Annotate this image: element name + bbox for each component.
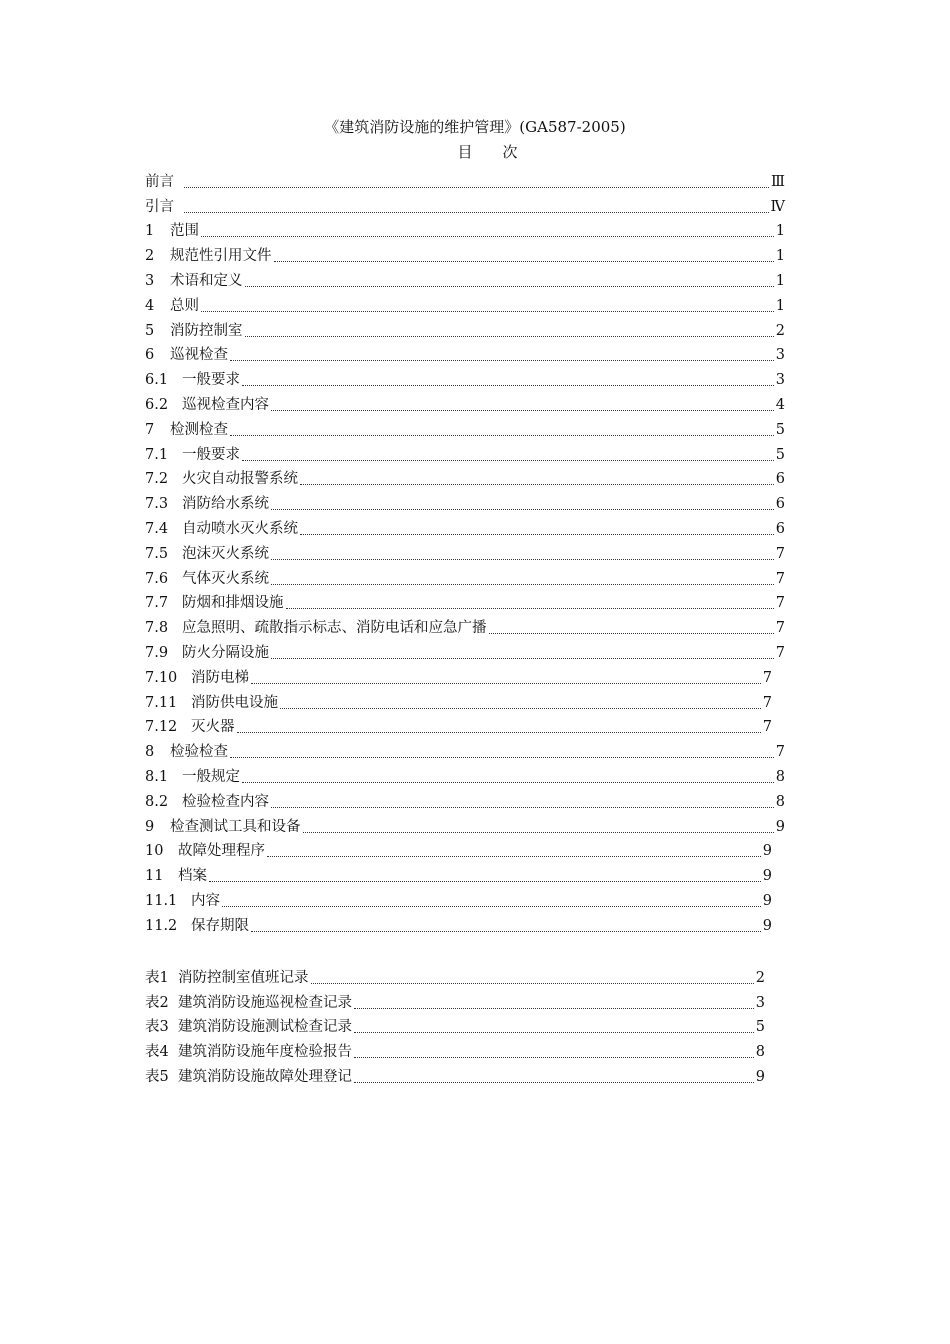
dot-leader (201, 222, 774, 237)
toc-entry-label: 消防控制室 (170, 322, 243, 339)
toc-entry[interactable] (145, 787, 785, 812)
toc-entry-number: 3 (145, 272, 155, 289)
toc-entry-number: 7.12 (145, 719, 178, 736)
dot-leader (242, 768, 774, 783)
toc-entry-page: 7 (775, 644, 785, 661)
toc-entry-page: 7 (775, 545, 785, 562)
toc-entry-label: 检验检查 (170, 744, 228, 761)
dot-leader (286, 594, 774, 609)
toc-entry-label: 巡视检查 (170, 347, 228, 364)
toc-entry-page: 3 (775, 372, 785, 389)
toc-entry[interactable] (145, 291, 785, 316)
toc-entry-number: 表1 (145, 969, 169, 986)
toc-entry-label: 防火分隔设施 (182, 644, 269, 661)
dot-leader (271, 570, 774, 585)
toc-entry-number: 7.2 (145, 471, 169, 488)
toc-entry[interactable] (145, 390, 785, 415)
toc-entry-page: 8 (775, 793, 785, 810)
toc-entry-number: 6.1 (145, 372, 169, 389)
toc-entry[interactable] (145, 489, 785, 514)
toc-entry-number: 7.7 (145, 595, 169, 612)
dot-leader (271, 396, 774, 411)
dot-leader (222, 892, 761, 907)
dot-leader (311, 969, 754, 984)
dot-leader (245, 322, 774, 337)
toc-entry[interactable] (145, 341, 785, 366)
dot-leader (251, 669, 761, 684)
toc-entry-page: 9 (762, 892, 772, 909)
toc-entry-number: 7.11 (145, 694, 178, 711)
toc-entry-number: 11 (145, 868, 164, 885)
toc-entry-page: 2 (755, 969, 765, 986)
toc-entry[interactable] (145, 911, 785, 936)
dot-leader (271, 644, 774, 659)
toc-entry-label: 规范性引用文件 (170, 248, 272, 265)
toc-entry-number: 4 (145, 297, 155, 314)
toc-entry-label: 自动喷水灭火系统 (182, 520, 298, 537)
toc-entry[interactable] (145, 514, 785, 539)
toc-entry-number: 7.3 (145, 496, 169, 513)
toc-entry-label: 前言 (145, 173, 174, 190)
toc-entry-number: 10 (145, 843, 164, 860)
toc-entry[interactable] (145, 440, 785, 465)
toc-heading (0, 142, 950, 162)
toc-entry-page: 5 (775, 446, 785, 463)
toc-entry-page: 7 (775, 744, 785, 761)
toc-entry[interactable] (145, 564, 785, 589)
toc-entry-label: 检测检查 (170, 421, 228, 438)
dot-leader (267, 842, 761, 857)
dot-leader (354, 1068, 754, 1083)
toc-entry-label: 范围 (170, 223, 199, 240)
dot-leader (303, 818, 774, 833)
toc-entry-page: 3 (775, 347, 785, 364)
dot-leader (201, 297, 774, 312)
toc-entry-number: 1 (145, 223, 155, 240)
toc-entry-number: 7.4 (145, 520, 169, 537)
table-list (145, 963, 765, 1087)
toc-entry-number: 7.10 (145, 669, 178, 686)
toc-entry-page: 7 (762, 694, 772, 711)
toc-entry-label: 一般要求 (182, 372, 240, 389)
toc-entry-page: 5 (755, 1019, 765, 1036)
toc-entry[interactable] (145, 266, 785, 291)
toc-entry-number: 9 (145, 818, 155, 835)
dot-leader (184, 198, 769, 213)
toc-entry-label: 气体灭火系统 (182, 570, 269, 587)
toc-entry-number: 11.2 (145, 917, 178, 934)
toc-entry[interactable] (145, 663, 785, 688)
toc-entry[interactable] (145, 365, 785, 390)
toc-entry-label: 建筑消防设施年度检验报告 (178, 1044, 352, 1061)
toc-entry[interactable] (145, 762, 785, 787)
dot-leader (230, 421, 774, 436)
dot-leader (242, 371, 774, 386)
dot-leader (245, 272, 774, 287)
toc-entry-number: 5 (145, 322, 155, 339)
toc-heading-char-2: 次 (502, 143, 518, 161)
dot-leader (354, 1018, 754, 1033)
toc-entry-label: 灭火器 (191, 719, 235, 736)
toc-entry-number: 表2 (145, 994, 169, 1011)
toc-entry-page: 9 (762, 868, 772, 885)
dot-leader (354, 1043, 754, 1058)
toc-entry[interactable] (145, 713, 785, 738)
toc-entry-label: 火灾自动报警系统 (182, 471, 298, 488)
toc-entry-page: Ⅳ (770, 198, 785, 215)
toc-entry-page: 7 (775, 570, 785, 587)
toc-entry-page: 1 (775, 248, 785, 265)
toc-entry-page: 7 (775, 595, 785, 612)
toc-entry-number: 7.5 (145, 545, 169, 562)
toc-entry-number: 7.6 (145, 570, 169, 587)
dot-leader (230, 346, 774, 361)
toc-entry[interactable] (145, 415, 785, 440)
toc-entry-label: 巡视检查内容 (182, 396, 269, 413)
toc-entry[interactable] (145, 589, 785, 614)
dot-leader (300, 520, 774, 535)
toc-entry[interactable] (145, 192, 785, 217)
toc-entry-number: 表5 (145, 1068, 169, 1085)
toc-entry-page: 6 (775, 520, 785, 537)
toc-entry[interactable] (145, 638, 785, 663)
dot-leader (300, 470, 774, 485)
dot-leader (251, 917, 761, 932)
toc-entry[interactable] (145, 737, 785, 762)
toc-entry[interactable] (145, 886, 785, 911)
toc-entry-label: 术语和定义 (170, 272, 243, 289)
toc-entry-label: 检验检查内容 (182, 793, 269, 810)
toc-entry-number: 7.1 (145, 446, 169, 463)
toc-entry-number: 8.1 (145, 768, 169, 785)
toc-entry-page: 1 (775, 223, 785, 240)
toc-entry-page: 7 (762, 669, 772, 686)
toc-entry-page: 4 (775, 396, 785, 413)
toc-entry-label: 内容 (191, 892, 220, 909)
toc-entry-label: 故障处理程序 (178, 843, 265, 860)
toc-heading-char-1: 目 (457, 143, 473, 161)
dot-leader (280, 694, 761, 709)
dot-leader (271, 495, 774, 510)
toc-entry-number: 7.9 (145, 644, 169, 661)
toc-entry-page: 5 (775, 421, 785, 438)
toc-entry[interactable] (145, 1037, 765, 1062)
toc-entry-page: 9 (762, 843, 772, 860)
toc-entry-number: 7.8 (145, 620, 169, 637)
table-of-contents (145, 167, 785, 936)
toc-entry[interactable] (145, 316, 785, 341)
toc-entry-page: 1 (775, 272, 785, 289)
toc-entry-page: 6 (775, 496, 785, 513)
toc-entry-page: 8 (775, 768, 785, 785)
toc-entry[interactable] (145, 241, 785, 266)
toc-entry[interactable] (145, 688, 785, 713)
toc-entry-page: 7 (762, 719, 772, 736)
dot-leader (271, 793, 774, 808)
dot-leader (230, 743, 774, 758)
toc-entry-page: 8 (755, 1044, 765, 1061)
toc-entry-label: 泡沫灭火系统 (182, 545, 269, 562)
toc-entry-number: 6 (145, 347, 155, 364)
toc-entry-page: Ⅲ (771, 173, 785, 190)
dot-leader (209, 867, 761, 882)
toc-entry-page: 9 (775, 818, 785, 835)
toc-entry-page: 6 (775, 471, 785, 488)
toc-entry-label: 防烟和排烟设施 (182, 595, 284, 612)
dot-leader (354, 994, 754, 1009)
toc-entry-label: 消防电梯 (191, 669, 249, 686)
toc-entry-label: 应急照明、疏散指示标志、消防电话和应急广播 (182, 620, 487, 637)
toc-entry-label: 检查测试工具和设备 (170, 818, 301, 835)
toc-entry-number: 8 (145, 744, 155, 761)
toc-entry-number: 6.2 (145, 396, 169, 413)
toc-entry[interactable] (145, 837, 785, 862)
toc-entry-label: 引言 (145, 198, 174, 215)
dot-leader (489, 619, 774, 634)
toc-entry-label: 消防给水系统 (182, 496, 269, 513)
dot-leader (274, 247, 774, 262)
toc-entry-label: 保存期限 (191, 917, 249, 934)
document-title: 《建筑消防设施的维护管理》(GA587-2005) (324, 118, 626, 136)
toc-entry-number: 表3 (145, 1019, 169, 1036)
toc-entry-label: 消防供电设施 (191, 694, 278, 711)
toc-entry[interactable] (145, 963, 765, 988)
toc-entry-page: 2 (775, 322, 785, 339)
toc-entry-number: 2 (145, 248, 155, 265)
toc-entry-label: 建筑消防设施故障处理登记 (178, 1068, 352, 1085)
toc-entry-number: 11.1 (145, 892, 178, 909)
toc-entry-page: 9 (755, 1068, 765, 1085)
toc-entry[interactable] (145, 217, 785, 242)
toc-entry-label: 档案 (178, 868, 207, 885)
toc-entry-label: 一般要求 (182, 446, 240, 463)
toc-entry-label: 消防控制室值班记录 (178, 969, 309, 986)
dot-leader (271, 545, 774, 560)
toc-entry[interactable] (145, 861, 785, 886)
toc-entry-number: 7 (145, 421, 155, 438)
toc-entry[interactable] (145, 1013, 765, 1038)
toc-entry[interactable] (145, 613, 785, 638)
toc-entry[interactable] (145, 1062, 765, 1087)
toc-entry[interactable] (145, 812, 785, 837)
toc-entry[interactable] (145, 465, 785, 490)
toc-entry-label: 建筑消防设施巡视检查记录 (178, 994, 352, 1011)
dot-leader (242, 446, 774, 461)
toc-entry-label: 一般规定 (182, 768, 240, 785)
toc-entry[interactable] (145, 988, 765, 1013)
toc-entry-page: 3 (755, 994, 765, 1011)
toc-entry-number: 表4 (145, 1044, 169, 1061)
toc-entry[interactable] (145, 539, 785, 564)
toc-entry-page: 1 (775, 297, 785, 314)
dot-leader (237, 718, 761, 733)
dot-leader (184, 173, 769, 188)
toc-entry-page: 7 (775, 620, 785, 637)
toc-entry-number: 8.2 (145, 793, 169, 810)
toc-entry-page: 9 (762, 917, 772, 934)
toc-entry-label: 总则 (170, 297, 199, 314)
toc-entry[interactable] (145, 167, 785, 192)
toc-entry-label: 建筑消防设施测试检查记录 (178, 1019, 352, 1036)
